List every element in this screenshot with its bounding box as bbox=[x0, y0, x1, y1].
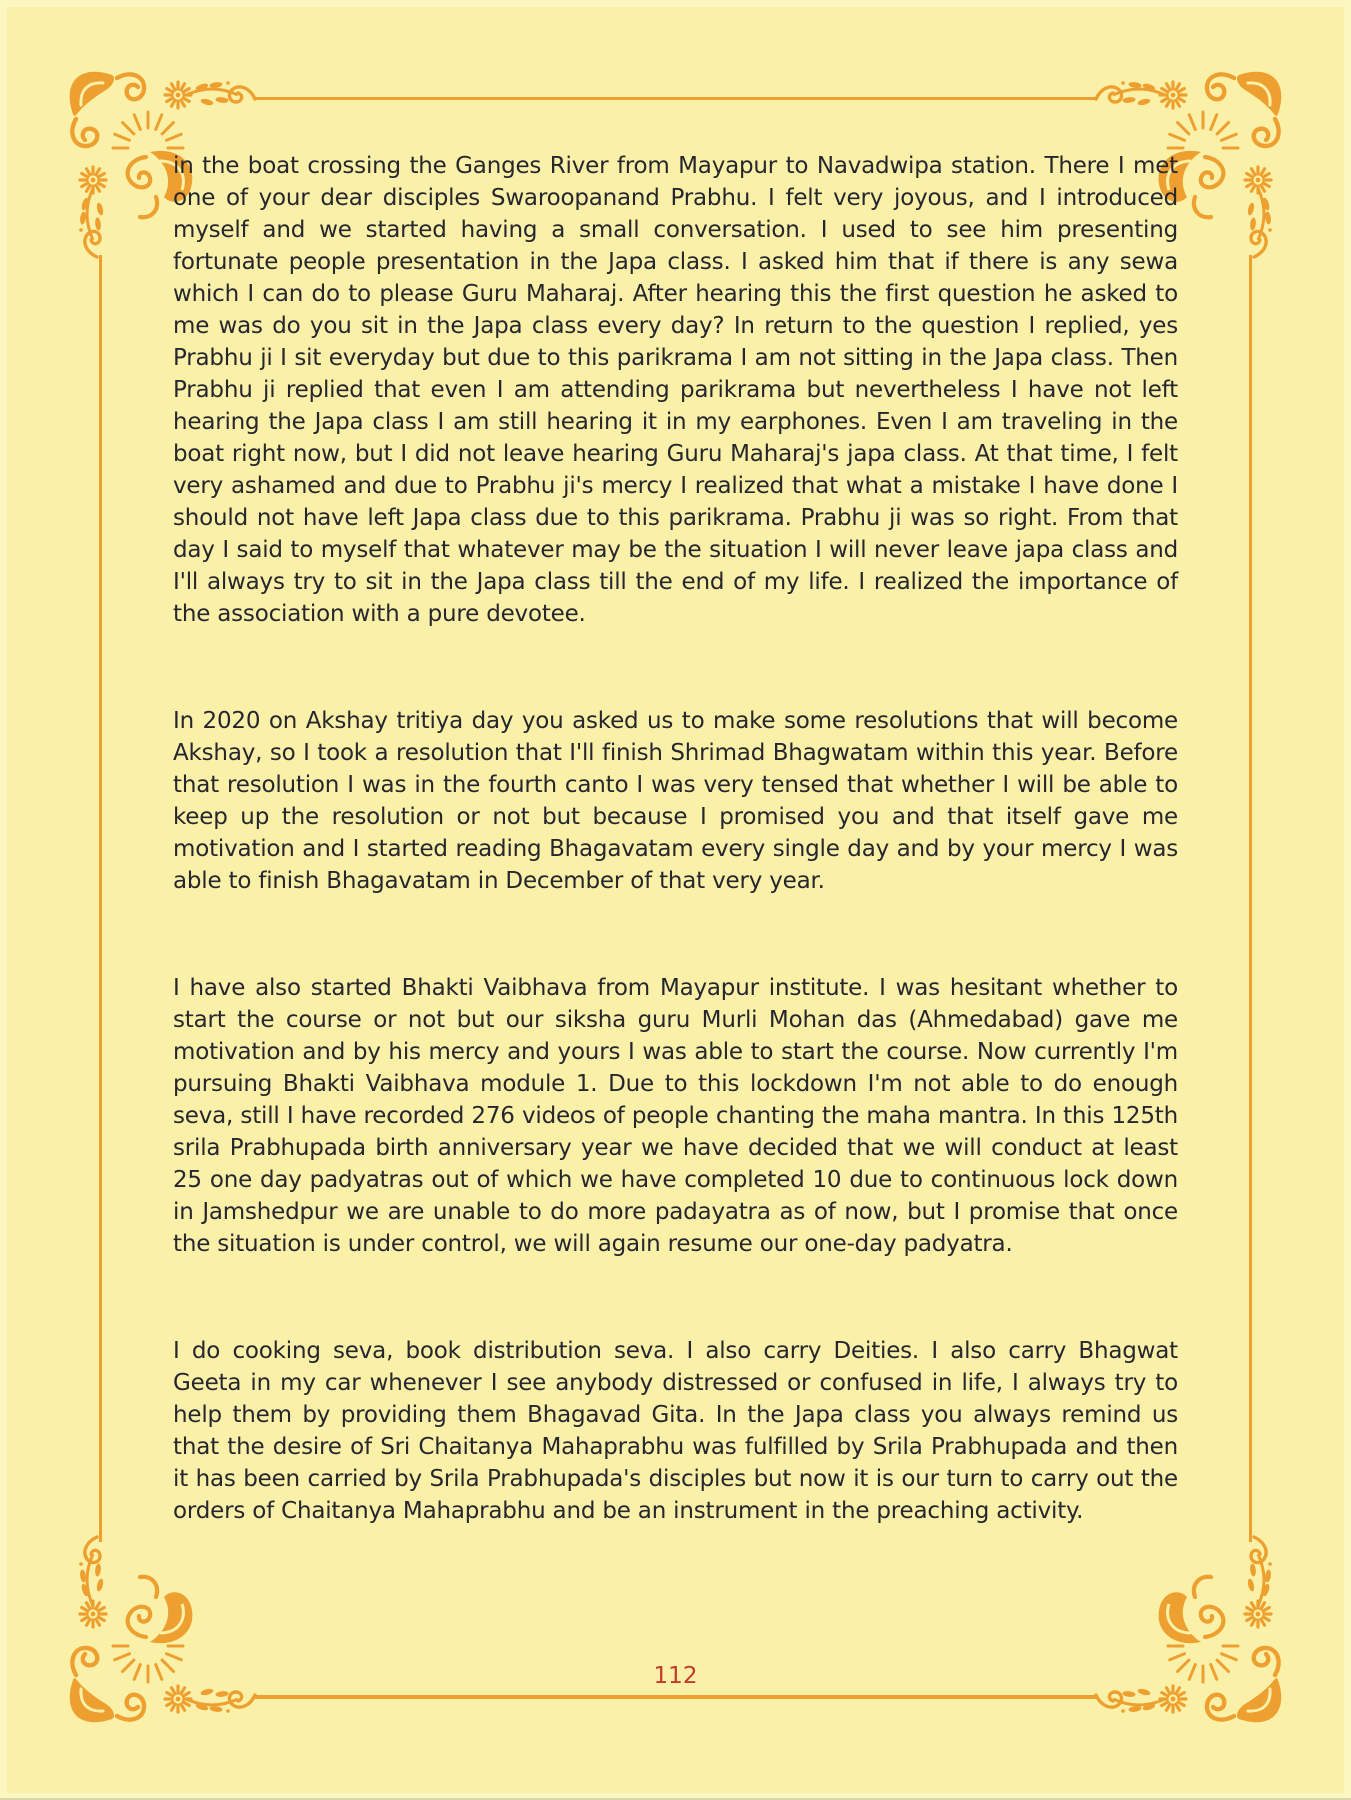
body-paragraph: I do cooking seva, book distribution seva. I also carry Deities. I also carry Bhagwat Geeta in my car whenever I see anybody distressed or confused in life, I always try to help them by providing them Bhagavad Gita. In the Japa class you always remind us that the desire of Sri Chaitanya Mahaprabhu was fulfilled by Srila Prabhupada and then it has been carried by Srila Prabhupada's disciples but now it is our turn to carry out the orders of Chaitanya Mahaprabhu and be an instrument in the preaching activity. bbox=[173, 1338, 1178, 1524]
border-line-right bbox=[1249, 255, 1252, 1542]
border-line-top bbox=[255, 97, 1096, 100]
corner-ornament-bottom-left bbox=[60, 1537, 255, 1732]
page-number: 112 bbox=[653, 1663, 698, 1689]
body-text-block bbox=[173, 150, 1178, 1527]
body-paragraph: in the boat crossing the Ganges River from Mayapur to Navadwipa station. There I met one of your dear disciples Swaroopanand Prabhu. I felt very joyous, and I introduced myself and we started having a small conversation. I used to see him presenting fortunate people presentation in the Japa class. I asked him that if there is any sewa which I can do to please Guru Maharaj. After hearing this the first question he asked to me was do you sit in the Japa class every day? In return to the question I replied, yes Prabhu ji I sit everyday but due to this parikrama I am not sitting in the Japa class. Then Prabhu ji replied that even I am attending parikrama but nevertheless I have not left hearing the Japa class I am still hearing it in my earphones. Even I am traveling in the boat right now, but I did not leave hearing Guru Maharaj's japa class. At that time, I felt very ashamed and due to Prabhu ji's mercy I realized that what a mistake I have done I should not have left Japa class due to this parikrama. Prabhu ji was so right. From that day I said to myself that whatever may be the situation I will never leave japa class and I'll always try to sit in the Japa class till the end of my life. I realized the importance of the association with a pure devotee. bbox=[173, 153, 1178, 627]
border-line-left bbox=[99, 255, 102, 1542]
border-line-bottom bbox=[255, 1695, 1096, 1699]
corner-ornament-bottom-right bbox=[1096, 1537, 1291, 1732]
body-paragraph: In 2020 on Akshay tritiya day you asked us to make some resolutions that will become Akshay, so I took a resolution that I'll finish Shrimad Bhagwatam within this year. Before that resolution I was in the fourth canto I was very tensed that whether I will be able to keep up the resolution or not but because I promised you and that itself gave me motivation and I started reading Bhagavatam every single day and by your mercy I was able to finish Bhagavatam in December of that very year. bbox=[173, 708, 1178, 894]
body-paragraph: I have also started Bhakti Vaibhava from Mayapur institute. I was hesitant whether to start the course or not but our siksha guru Murli Mohan das (Ahmedabad) gave me motivation and by his mercy and yours I was able to start the course. Now currently I'm pursuing Bhakti Vaibhava module 1. Due to this lockdown I'm not able to do enough seva, still I have recorded 276 videos of people chanting the maha mantra. In this 125th srila Prabhupada birth anniversary year we have decided that we will conduct at least 25 one day padyatras out of which we have completed 10 due to continuous lock down in Jamshedpur we are unable to do more padayatra as of now, but I promise that once the situation is under control, we will again resume our one-day padyatra. bbox=[173, 975, 1178, 1257]
